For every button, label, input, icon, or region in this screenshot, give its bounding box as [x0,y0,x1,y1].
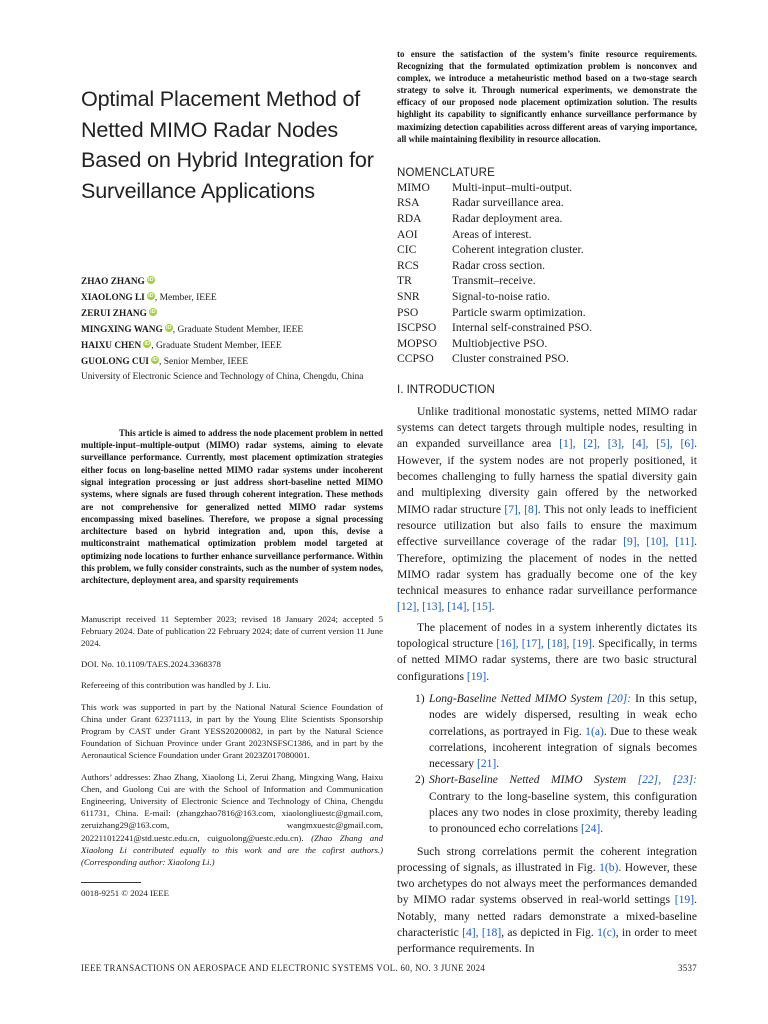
left-column [81,40,383,898]
citation-link[interactable]: [4], [18] [462,926,502,940]
nomenclature-def: Radar cross section. [452,258,546,272]
author-name: GUOLONG CUI [81,357,149,368]
nomenclature-item [397,258,697,274]
list-number: 1) [415,691,425,705]
text-run: . [496,757,500,771]
text-run: , as depicted in Fig. [501,926,598,940]
nomenclature-def: Radar deployment area. [452,211,563,225]
author-name: MINGXING WANG [81,325,163,336]
text-run: Such strong correlations permit the coherent integration processing of signals, as illustrated in Fig. [397,844,697,874]
citation-link[interactable]: [24] [580,822,601,836]
author-role: , Senior Member, IEEE [158,357,248,368]
nomenclature-item [397,289,697,305]
text-run: . [600,822,604,836]
manuscript-dates: Manuscript received 11 September 2023; revised 18 January 2024; accepted 5 February 2024. Date of publication 22 February 2024; date of current version 11 June 2024. [81,613,383,649]
nomenclature-def: Multi-input–multi-output. [452,180,573,194]
author-entry [81,354,383,370]
text-run: , in order to meet performance requirements. In [397,926,697,956]
affiliation: University of Electronic Science and Technology of China, Chengdu, China [81,371,364,382]
text-run: . This not only leads to inefficient resource utilization but also fails to ensure the maximum effective surveillance coverage of the radar [397,502,697,549]
figure-link[interactable]: 1(a) [585,724,604,738]
paragraph [397,404,697,616]
nomenclature-def: Signal-to-noise ratio. [452,289,550,303]
paragraph [397,620,697,685]
nomenclature-abbr: RSA [397,196,420,210]
issn-copyright: 0018-9251 © 2024 IEEE [81,888,170,899]
nomenclature-def: Transmit–receive. [452,274,536,288]
author-name: XIAOLONG LI [81,293,145,304]
nomenclature-def: Internal self-constrained PSO. [452,321,593,335]
nomenclature-def: Coherent integration cluster. [452,243,584,257]
page-number: 3537 [678,963,697,973]
manuscript-metadata [81,613,383,869]
orcid-icon[interactable]: iD [152,357,158,364]
author-role: , Member, IEEE [154,293,217,304]
nomenclature-abbr: TR [397,274,412,288]
nomenclature-abbr: AOI [397,227,418,241]
abstract: This article is aimed to address the node placement problem in netted multiple-input–multiple-output (MIMO) radar systems, aiming to elevate surveillance performance. Currently, most placement optimization strategies either focus on long-baseline netted MIMO radar systems under incoherent signal integration processing or just address short-baseline netted MIMO systems, where signals are fused through coherent integration. These methods are not comprehensive for generalized netted MIMO radar systems encompassing mixed baselines. Therefore, we propose a signal processing architecture based on hybrid integration and, upon this, devise a multiconstraint mathematical optimization problem model targeted at optimizing node locations to further enhance surveillance performance. Within this problem, we fully consider constraints, such as the number of system nodes, architecture, deployment area, and sparsity requirements [81,427,384,586]
introduction-body [397,404,697,958]
nomenclature-abbr: CIC [397,243,417,257]
nomenclature-item [397,227,697,243]
citation-link[interactable]: [1], [2], [3], [4], [5], [6] [559,437,695,451]
section-heading-introduction: I. INTRODUCTION [397,383,495,396]
figure-link[interactable]: 1(c) [597,926,616,940]
nomenclature-abbr: PSO [397,305,419,319]
text-run: . [491,600,495,614]
nomenclature-item [397,242,697,258]
citation-link[interactable]: [7], [8] [504,502,538,516]
list-item-title: Short-Baseline Netted MIMO System [429,773,638,787]
author-entry [81,338,383,354]
orcid-icon[interactable]: iD [165,325,172,332]
citation-link[interactable]: [19] [674,893,695,907]
right-column [397,46,697,958]
nomenclature-item [397,305,697,321]
author-name: HAIXU CHEN [81,341,142,352]
list-number: 2) [415,773,425,787]
author-entry [81,322,383,338]
nomenclature-def: Cluster constrained PSO. [452,352,569,366]
author-role: , Graduate Student Member, IEEE [151,341,282,352]
citation-link[interactable]: [9], [10], [11] [623,535,695,549]
addresses-note: (Zhao Zhang and Xiaolong Li contributed equally to this work and are the cofirst authors.) (Corresponding author: Xiaolong Li.) [81,832,383,868]
nomenclature-item [397,180,697,196]
journal-footer: IEEE TRANSACTIONS ON AEROSPACE AND ELECTRONIC SYSTEMS VOL. 60, NO. 3 JUNE 2024 [81,963,486,973]
configuration-list [397,691,697,838]
orcid-icon[interactable]: iD [148,277,154,283]
nomenclature-def: Areas of interest. [452,227,532,241]
nomenclature-abbr: MIMO [397,180,430,194]
text-run: . [486,669,490,683]
text-run: . Due to these weak correlations, incoherent integration of signals becomes necessary [429,724,697,771]
orcid-icon[interactable]: iD [150,309,156,316]
text-run: Unlike traditional monostatic systems, netted MIMO radar systems can detect targets through multiple nodes, resulting in an expanded surveillance area [397,404,697,451]
author-entry [81,274,383,290]
text-run: . Specifically, in terms of netted MIMO radar systems, there are two basic structural configurations [397,637,697,683]
orcid-icon[interactable]: iD [144,341,150,348]
text-run: . Therefore, optimizing the placement of nodes in the netted MIMO radar system has gradually become one of the key technical measures to enhance radar surveillance performance [397,535,697,598]
author-name: ZHAO ZHANG [81,277,145,287]
nomenclature-heading: NOMENCLATURE [397,166,496,179]
author-role: , Graduate Student Member, IEEE [172,325,304,336]
text-run: Contrary to the long-baseline system, this configuration places any two nodes in close proximity, thereby leading to pronounced echo correlations [429,789,697,836]
abstract-continued: to ensure the satisfaction of the system’s finite resource requirements. Recognizing that the formulated optimization problem is nonconvex and complex, we introduce a metaheuristic method based on a two-stage search strategy to solve it. Through numerical experiments, we demonstrate the efficacy of our proposed node placement optimization solution. The results highlight its capability to significantly enhance surveillance performance by maximizing detection capabilities across different areas of varying importance, all while maintaining flexibility in resource allocation. [397,49,697,144]
nomenclature-abbr: CCPSO [397,352,434,366]
nomenclature-item [397,320,697,336]
nomenclature-item [397,195,697,211]
citation-link[interactable]: [19] [466,669,487,683]
list-item [397,772,697,837]
nomenclature-abbr: ISCPSO [397,321,437,335]
paragraph [397,844,697,958]
text-run: . However, these two archetypes do not always meet the performances demanded by MIMO radar systems observed in real-world settings [397,860,697,907]
author-entry [81,306,383,322]
page-footer [81,963,697,973]
nomenclature-abbr: SNR [397,289,420,303]
author-name: ZERUI ZHANG [81,309,147,320]
figure-link[interactable]: 1(b) [599,860,619,874]
nomenclature-item [397,211,697,227]
nomenclature-list [397,180,697,367]
text-run: In this setup, nodes are widely dispersed, resulting in weak echo correlations, as portrayed in Fig. [429,691,697,738]
nomenclature-def: Multiobjective PSO. [452,336,548,350]
funding-note: This work was supported in part by the National Natural Science Foundation of China under Grant 62371113, in part by the Young Elite Scientists Sponsorship Program by CAST under Grant YESS20200082, in part by the Natural Science Foundation of Sichuan Province under Grant 2023NSFSC1386, and in part by the Aeronautical Science Foundation under Grant 2023Z017080001. [81,701,383,761]
citation-link[interactable]: [16], [17], [18], [19] [496,637,592,651]
author-list [81,274,383,383]
author-addresses [81,771,383,869]
nomenclature-item [397,351,697,367]
citation-link[interactable]: [12], [13], [14], [15] [397,600,492,614]
orcid-icon[interactable]: iD [148,293,154,300]
text-run: The placement of nodes in a system inherently dictates its topological structure [397,620,697,651]
addresses-text: Authors’ addresses: Zhao Zhang, Xiaolong Li, Zerui Zhang, Mingxing Wang, Haixu Chen, and Guolong Cui are with the School of Information and Communication Engineering, University of Electronic Science and Technology of China, Chengdu 611731, China. E-mail: (zhangzhao7816@163.com, xiaolongliuestc@gmail.com, zeruizhang29@163.com, wangmxuestc@gmail.com, 202211012241@std.uestc.edu.cn, cuiguolong@uestc.edu.cn). [81,771,383,843]
paper-title: Optimal Placement Method of Netted MIMO Radar Nodes Based on Hybrid Integration for Surveillance Applications [81,86,374,203]
doi: DOI. No. 10.1109/TAES.2024.3368378 [81,659,221,670]
nomenclature-abbr: MOPSO [397,336,437,350]
text-run: . However, if the system nodes are not properly positioned, it becomes challenging to fully harness the spatial diversity gain and multiplexing diversity gain offered by the networked MIMO radar structure [397,437,697,516]
citation-link[interactable]: [20]: [606,691,632,705]
list-item-title: Long-Baseline Netted MIMO System [429,691,607,705]
citation-link[interactable]: [22], [23]: [637,773,697,787]
text-run: . Notably, many netted radars demonstrate a mixed-baseline characteristic [397,893,697,940]
citation-link[interactable]: [21] [476,757,497,771]
list-item [397,691,697,772]
nomenclature-item [397,273,697,289]
footnote-rule [81,882,141,883]
nomenclature-abbr: RCS [397,258,419,272]
nomenclature-def: Particle swarm optimization. [452,305,586,319]
refereeing-note: Refereeing of this contribution was handled by J. Liu. [81,680,271,691]
author-entry [81,290,383,306]
nomenclature-item [397,336,697,352]
nomenclature-abbr: RDA [397,211,422,225]
nomenclature-def: Radar surveillance area. [452,196,564,210]
